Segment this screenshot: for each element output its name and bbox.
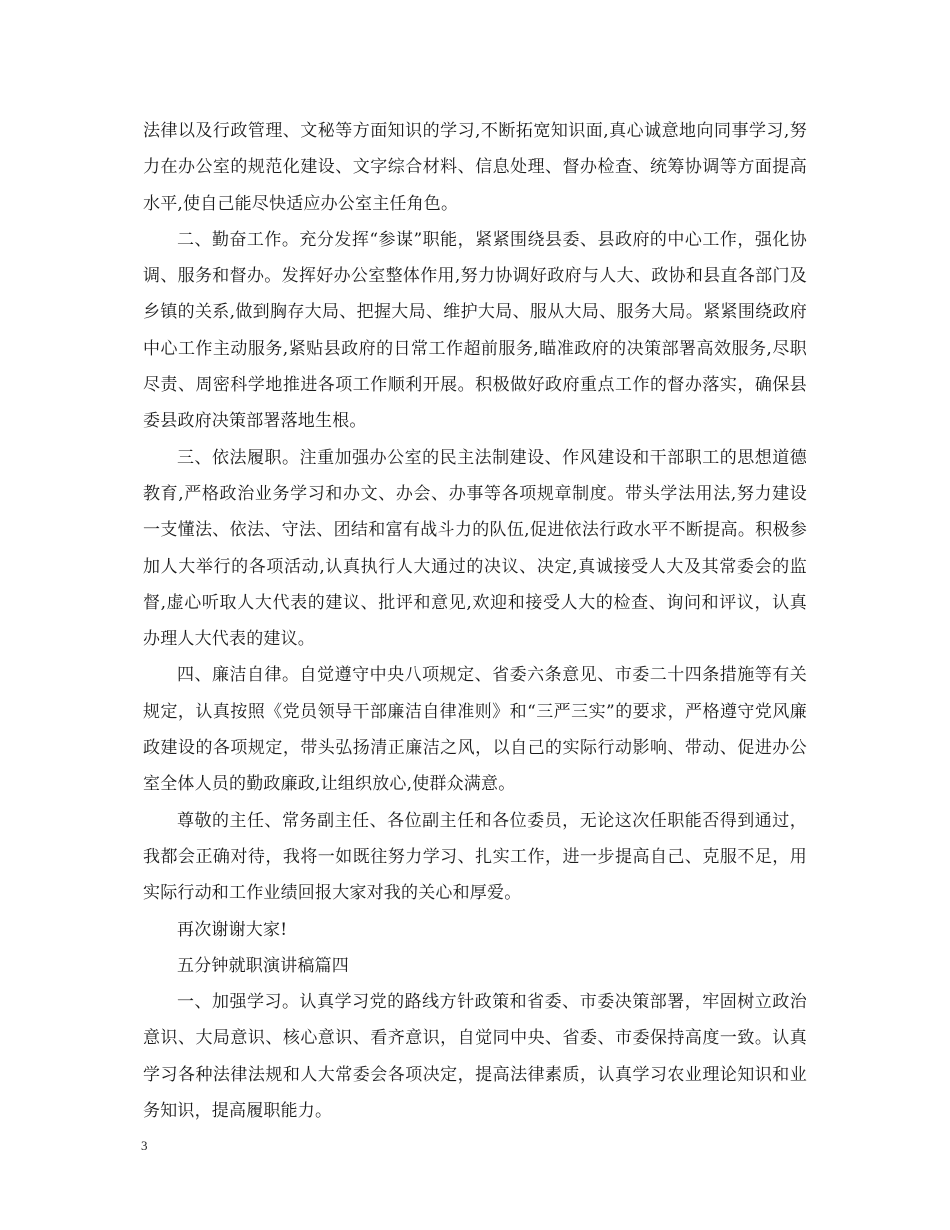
paragraph-lawful-duty: 三、依法履职。注重加强办公室的民主法制建设、作风建设和干部职工的思想道德教育,严格政治业务学习和办文、办会、办事等各项规章制度。带头学法用法,努力建设一支懂法、依法、守法、团结和富有战斗力的队伍,促进依法行政水平不断提高。积极参加人大举行的各项活动,认真执行人大通过的决议、决定,真诚接受人大及其常委会的监督,虚心听取人大代表的建议、批评和意见,欢迎和接受人大的检查、询问和评议，认真办理人大代表的建议。 (143, 447, 807, 650)
document-body (143, 113, 807, 1129)
section-heading-part-four: 五分钟就职演讲稿篇四 (177, 955, 349, 976)
page-number: 3 (141, 1138, 148, 1153)
paragraph-continuation: 法律以及行政管理、文秘等方面知识的学习,不断拓宽知识面,真心诚意地向同事学习,努力在办公室的规范化建设、文字综合材料、信息处理、督办检查、统筹协调等方面提高水平,使自己能尽快适应办公室主任角色。 (143, 121, 807, 214)
paragraph-closing-remarks: 尊敬的主任、常务副主任、各位副主任和各位委员，无论这次任职能否得到通过，我都会正确对待，我将一如既往努力学习、扎实工作，进一步提高自己、克服不足，用实际行动和工作业绩回报大家对我的关心和厚爱。 (143, 810, 807, 904)
paragraph-integrity: 四、廉洁自律。自觉遵守中央八项规定、省委六条意见、市委二十四条措施等有关规定，认真按照《党员领导干部廉洁自律准则》和“三严三实”的要求，严格遵守党风廉政建设的各项规定，带头弘扬清正廉洁之风，以自己的实际行动影响、带动、促进办公室全体人员的勤政廉政,让组织放心,使群众满意。 (143, 665, 807, 795)
paragraph-diligent-work: 二、勤奋工作。充分发挥“参谋”职能，紧紧围绕县委、县政府的中心工作，强化协调、服务和督办。发挥好办公室整体作用,努力协调好政府与人大、政协和县直各部门及乡镇的关系,做到胸存大局、把握大局、维护大局、服从大局、服务大局。紧紧围绕政府中心工作主动服务,紧贴县政府的日常工作超前服务,瞄准政府的决策部署高效服务,尽职尽责、周密科学地推进各项工作顺利开展。积极做好政府重点工作的督办落实，确保县委县政府决策部署落地生根。 (143, 229, 807, 432)
paragraph-strengthen-learning: 一、加强学习。认真学习党的路线方针政策和省委、市委决策部署，牢固树立政治意识、大局意识、核心意识、看齐意识，自觉同中央、省委、市委保持高度一致。认真学习各种法律法规和人大常委会各项决定，提高法律素质，认真学习农业理论知识和业务知识，提高履职能力。 (143, 992, 807, 1122)
paragraph-thanks: 再次谢谢大家! (177, 919, 288, 940)
